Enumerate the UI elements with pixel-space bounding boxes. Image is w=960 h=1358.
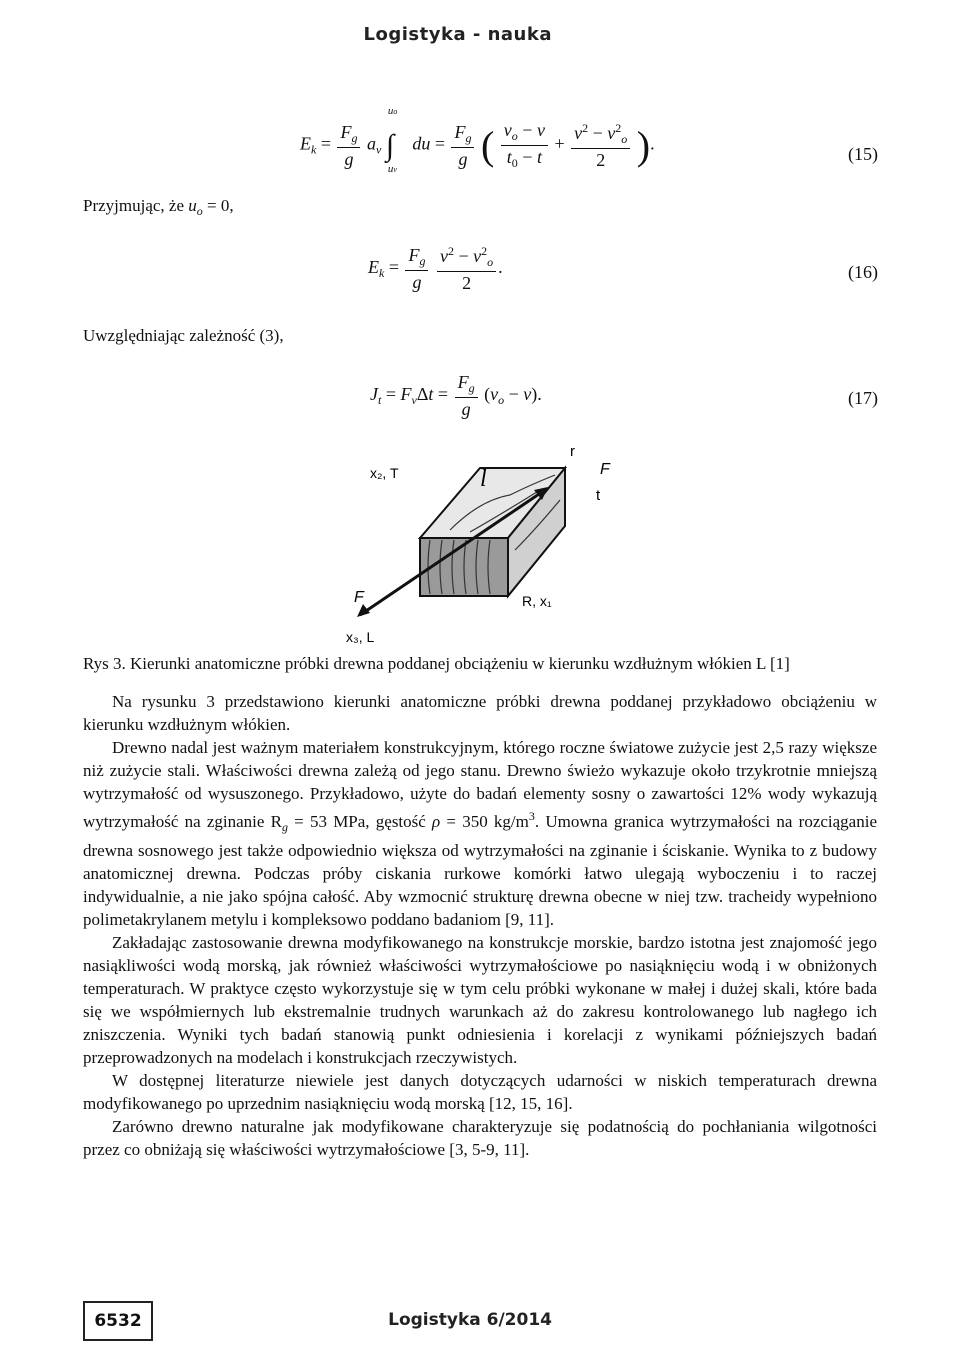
- body-text: [83, 690, 877, 1161]
- label-l: l: [480, 466, 487, 492]
- equation-17-number: (17): [848, 388, 878, 408]
- paragraph-5: Zarówno drewno naturalne jak modyfikowane charakteryzuje się podatnością do pochłaniania wilgotności przez co obniżają się właściwości wytrzymałościowe [3, 5-9, 11].: [83, 1117, 877, 1159]
- equation-15-number: (15): [848, 144, 878, 164]
- label-x3L: x₃, L: [346, 629, 375, 645]
- journal-footer: Logistyka 6/2014: [388, 1310, 552, 1330]
- label-F-top: F: [600, 461, 610, 478]
- prose-line-1: Przyjmując, że $u_o = 0$,: [83, 196, 234, 218]
- paragraph-3: Zakładając zastosowanie drewna modyfikowanego na konstrukcje morskie, bardzo istotna jest znajomość jego nasiąkliwości wodą morską, jak również właściwości wytrzymałościowe po nasiąknięciu wodą i w obniżonych temperaturach. W praktyce często wykorzystuje się w tym celu próbki wykonane w małej i dużej skali, które bada się we współmiernych lub ekstremalnie trudnych warunkach aż do zakresu kontrolowanego lub nagłego ich zniszczenia. Wyniki tych badań stanowią punkt odniesienia i korelacji z wynikami późniejszych badań przeprowadzonych na modelach i konstrukcjach rzeczywistych.: [83, 933, 877, 1067]
- equation-16: $E_k$ = $\frac{F_g}{g}$ $\frac{v^2 - v^2_o}{2}$ .: [368, 244, 503, 293]
- paragraph-2: Drewno nadal jest ważnym materiałem konstrukcyjnym, którego roczne światowe zużycie jest 2,5 razy większe niż zużycie stali. Właściwości drewna zależą od jego stanu. Drewno świeżo wykazuje około trzykrotnie mniejszą wytrzymałość od wysuszonego. Przykładowo, użyte do badań elementy sosny o zawartości 12% wody wykazują wytrzymałość na zginanie $R_g = 53$ MPa, gęstość ρ = 350 $kg/m^3$. Umowna granica wytrzymałości na rozciąganie drewna sosnowego jest także odpowiednio większa od wytrzymałości na zginanie i ściskanie. Wynika to z budowy anatomicznej drewna. Podczas próby ciskania rurkowe komórki łatwo ulegają wyboczeniu i to raczej indywidualnie, a nie jako spójna całość. Aby wzmocnić strukturę drewna obecne w niej tzw. tracheidy wypełniono polimetakrylanem metylu i kompleksowo poddano badaniom [9, 11].: [83, 738, 877, 929]
- label-r: r: [570, 443, 575, 460]
- label-t: t: [596, 487, 601, 504]
- prose-line-2: Uwzględniając zależność (3),: [83, 326, 284, 345]
- equation-16-number: (16): [848, 262, 878, 282]
- wood-beam-diagram: [330, 440, 610, 650]
- page-number: 6532: [83, 1301, 153, 1341]
- paragraph-4: W dostępnej literaturze niewiele jest danych dotyczących udarności w niskich temperaturach drewna modyfikowanego po uprzednim nasiąknięciu wodą morską [12, 15, 16].: [83, 1071, 877, 1113]
- figure-caption: Rys 3. Kierunki anatomiczne próbki drewna poddanej obciążeniu w kierunku wzdłużnym włókien L [1]: [83, 654, 790, 673]
- equation-15: $E_k$ = $\frac{F_g}{g}$ $a_v$ uo ∫ uv du = $\frac{F_g}{g}$ ( $\frac{v_o - v}{t_0 - t}$ + $\frac{v^2 - v^2_o}{2}$ ).: [300, 104, 655, 175]
- label-x2T: x₂, T: [370, 465, 399, 481]
- label-F-left: F: [354, 589, 364, 606]
- equation-17: $J_t = F_v\Delta t$ = $\frac{F_g}{g}$ $(v_o - v)$.: [370, 372, 542, 419]
- running-header: Logistyka - nauka: [363, 24, 552, 45]
- wood-sample-figure: [330, 440, 610, 650]
- label-Rx1: R, x₁: [522, 593, 552, 609]
- paragraph-1: Na rysunku 3 przedstawiono kierunki anatomiczne próbki drewna poddanej przykładowo obciążeniu w kierunku wzdłużnym włókien.: [83, 692, 877, 734]
